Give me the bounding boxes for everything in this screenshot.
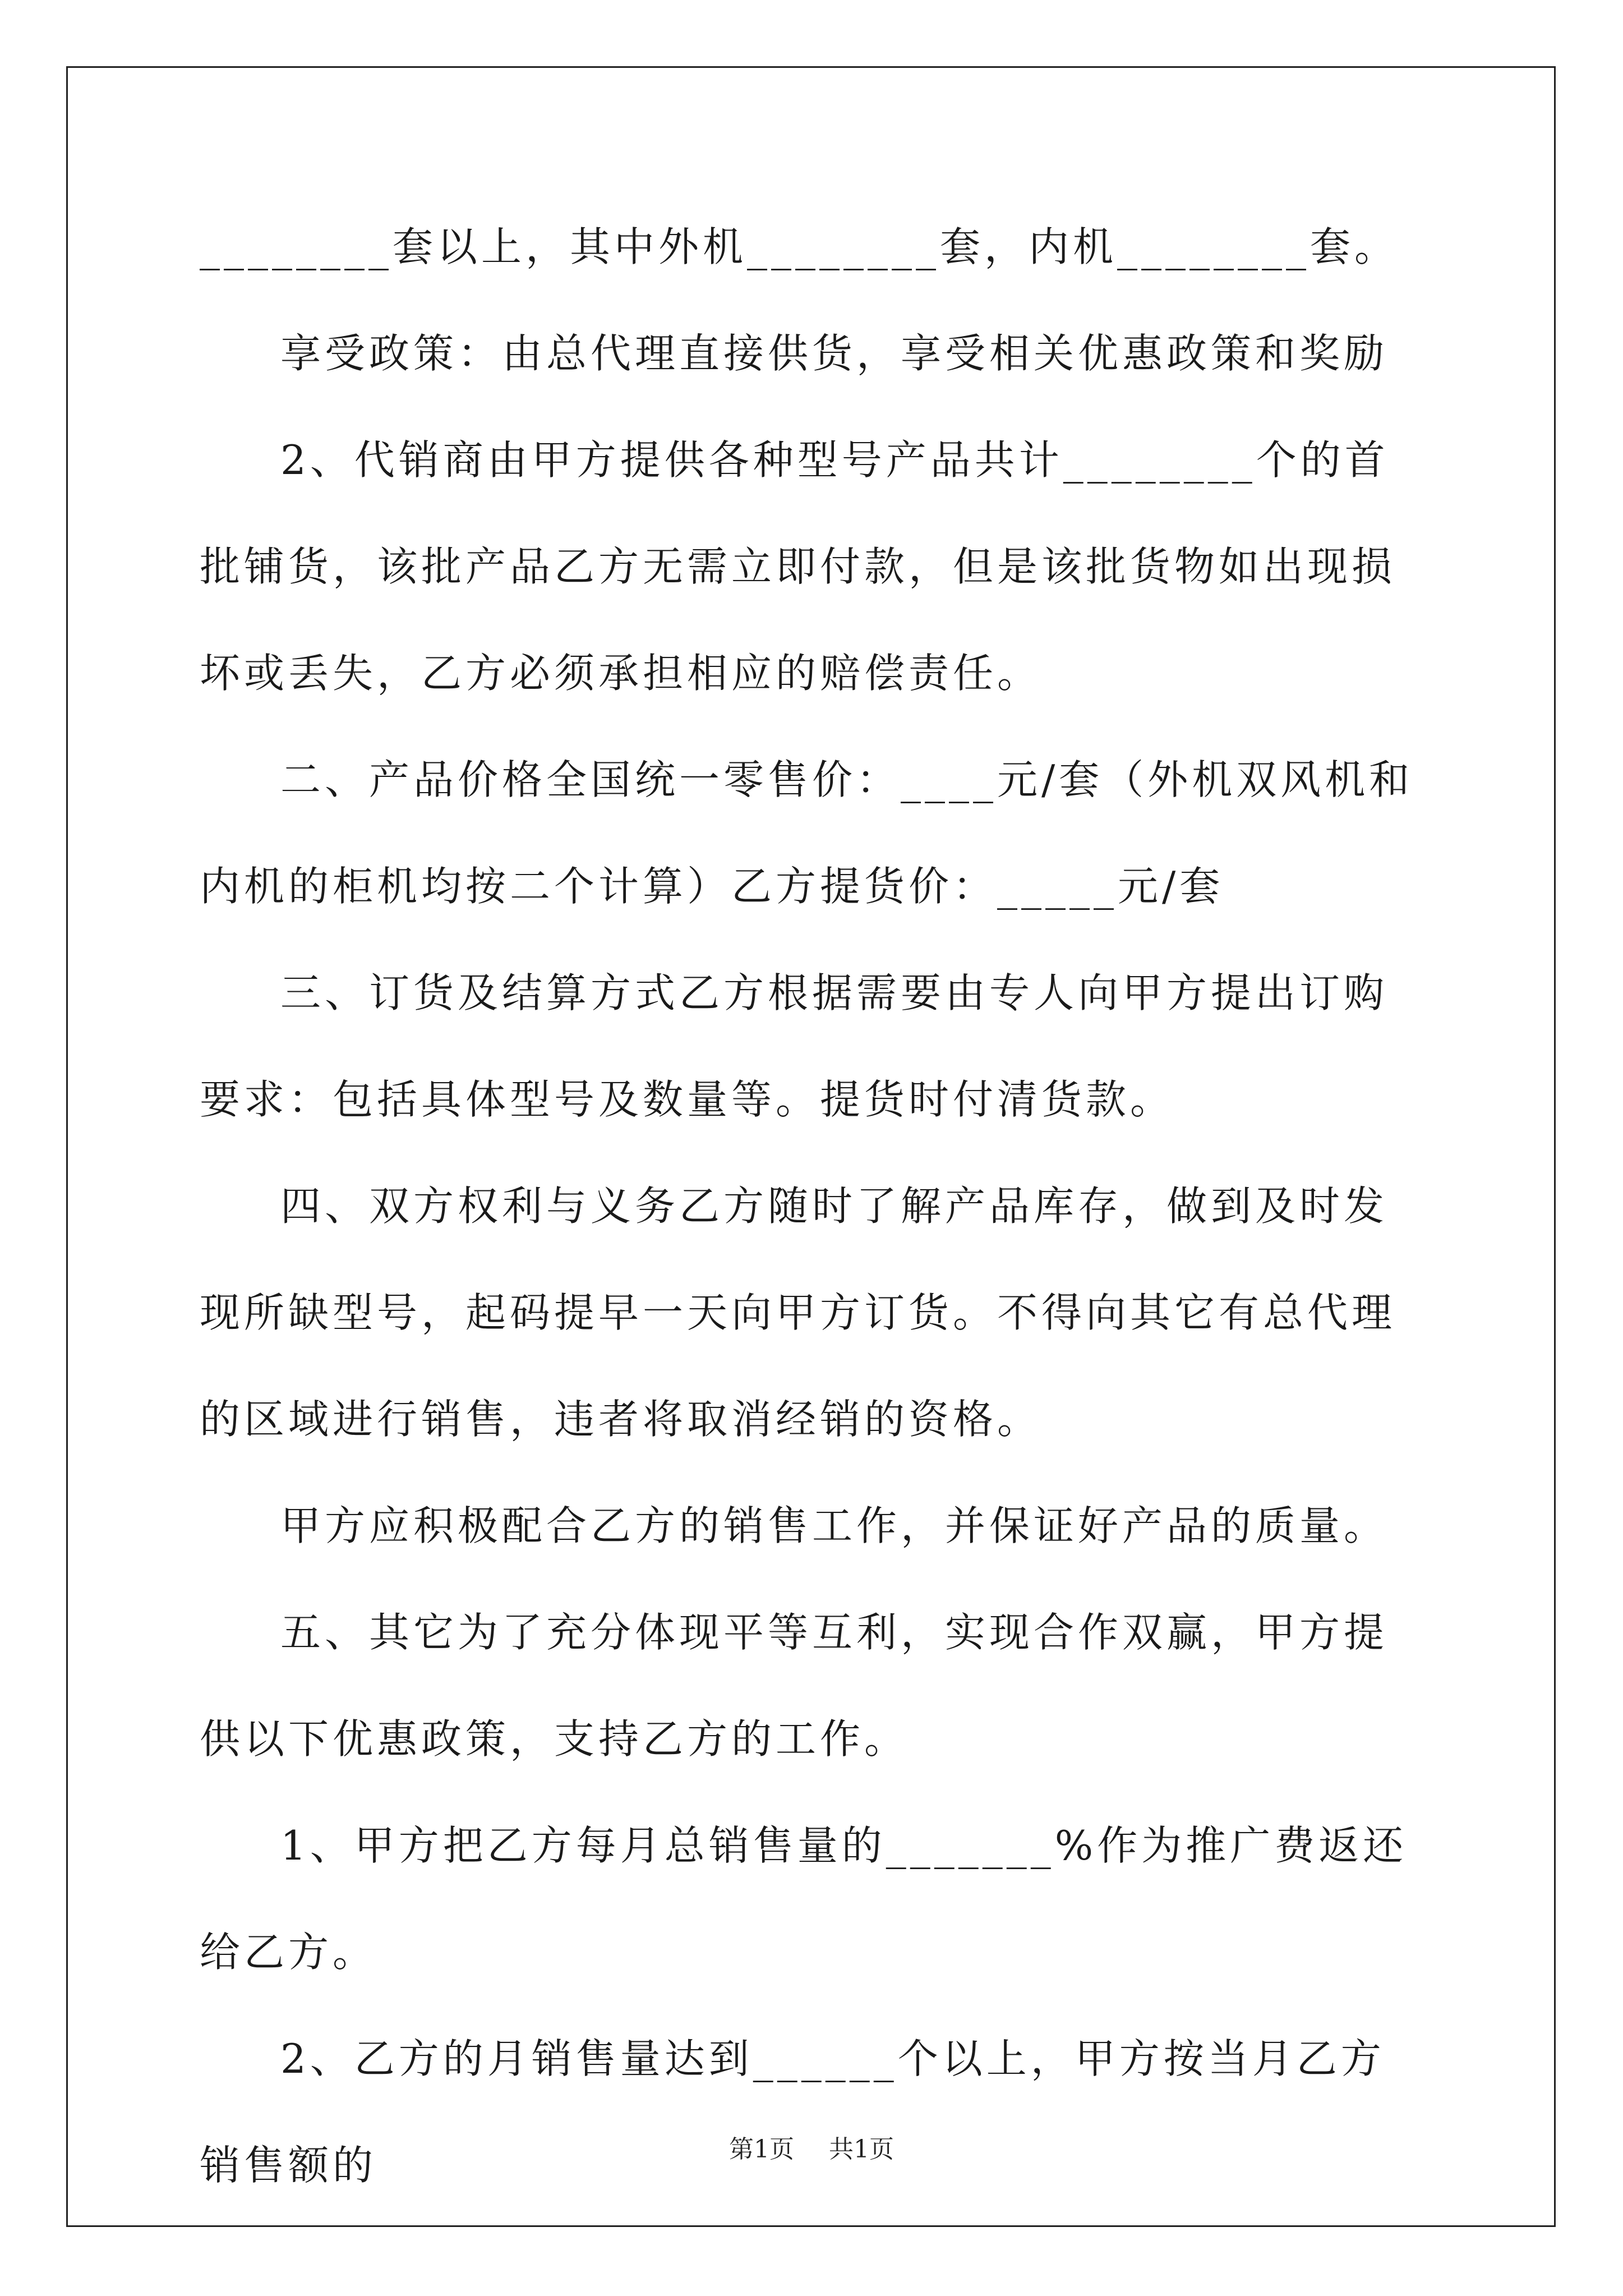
paragraph-5: 三、订货及结算方式乙方根据需要由专人向甲方提出订购要求：包括具体型号及数量等。提货时付清货款。 [200,969,1389,1123]
paragraph-8: 五、其它为了充分体现平等互利，实现合作双赢，甲方提供以下优惠政策，支持乙方的工作。 [200,1609,1389,1763]
paragraph-2: 享受政策：由总代理直接供货，享受相关优惠政策和奖励 [280,330,1389,377]
paragraph-1: ________套以上，其中外机________套，内机________套。 [200,223,1399,270]
paragraph-3: 2、代销商由甲方提供各种型号产品共计________个的首批铺货，该批产品乙方无需立即付款，但是该批货物如出现损坏或丢失，乙方必须承担相应的赔偿责任。 [200,436,1396,697]
page-number-current: 第1页 [729,2135,794,2164]
paragraph-4: 二、产品价格全国统一零售价：____元/套（外机双风机和内机的柜机均按二个计算）乙方提货价：_____元/套 [200,756,1414,910]
page-number-total: 共1页 [829,2135,894,2164]
paragraph-7: 甲方应积极配合乙方的销售工作，并保证好产品的质量。 [280,1502,1389,1549]
paragraph-9: 1、甲方把乙方每月总销售量的_______%作为推广费返还给乙方。 [200,1822,1408,1976]
document-body [200,194,1428,2219]
paragraph-10: 2、乙方的月销售量达到______个以上，甲方按当月乙方销售额的 [200,2035,1385,2189]
page-footer [0,2129,1623,2165]
paragraph-6: 四、双方权利与义务乙方随时了解产品库存，做到及时发现所缺型号，起码提早一天向甲方订货。不得向其它有总代理的区域进行销售，违者将取消经销的资格。 [200,1182,1396,1443]
